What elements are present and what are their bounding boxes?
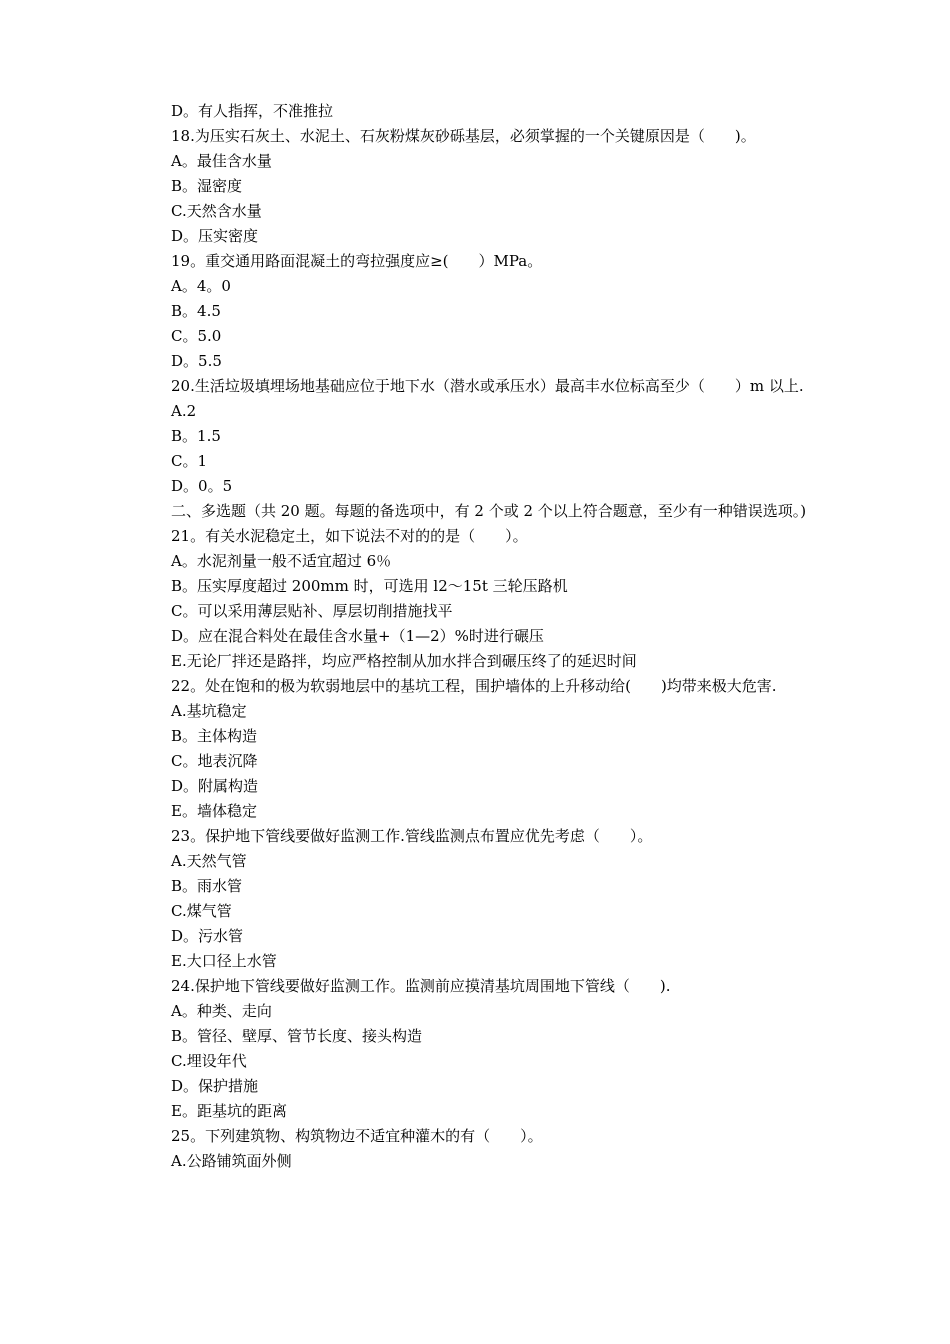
option-line: A.基坑稳定	[171, 702, 247, 720]
section-heading-multiple-choice: 二、多选题（共 20 题。每题的备选项中，有 2 个或 2 个以上符合题意，至少有一种错误选项。)	[171, 502, 807, 520]
option-line: B。压实厚度超过 200mm 时，可选用 l2～15t 三轮压路机	[171, 577, 568, 595]
option-line: A。种类、走向	[171, 1002, 272, 1020]
option-line: D。压实密度	[171, 227, 259, 245]
option-line: D。0。5	[171, 477, 233, 495]
option-line: C。地表沉降	[171, 752, 258, 770]
option-line: C。5.0	[171, 327, 222, 345]
option-line: B。主体构造	[171, 727, 258, 745]
question-19: 19。重交通用路面混凝土的弯拉强度应≥( ）MPa。	[171, 252, 543, 270]
document-body	[138, 99, 818, 1174]
option-line: E。墙体稳定	[171, 802, 257, 820]
option-line: A.公路铺筑面外侧	[171, 1152, 292, 1170]
question-23: 23。保护地下管线要做好监测工作.管线监测点布置应优先考虑（ ）。	[171, 827, 653, 845]
option-line: B。4.5	[171, 302, 221, 320]
option-line: B。1.5	[171, 427, 221, 445]
option-line: A。最佳含水量	[171, 152, 272, 170]
question-18: 18.为压实石灰土、水泥土、石灰粉煤灰砂砾基层，必须掌握的一个关键原因是（ )。	[171, 127, 756, 145]
option-line: A.天然气管	[171, 852, 247, 870]
option-line: D。保护措施	[171, 1077, 259, 1095]
option-line: A。4。0	[171, 277, 231, 295]
option-line: D。污水管	[171, 927, 244, 945]
question-22: 22。处在饱和的极为软弱地层中的基坑工程，围护墙体的上升移动给( )均带来极大危害.	[171, 677, 777, 695]
option-line: D。附属构造	[171, 777, 259, 795]
option-line: B。雨水管	[171, 877, 243, 895]
question-25: 25。下列建筑物、构筑物边不适宜种灌木的有（ ）。	[171, 1127, 543, 1145]
option-line: B。管径、壁厚、管节长度、接头构造	[171, 1027, 423, 1045]
option-line: D。有人指挥，不准推拉	[171, 102, 334, 120]
option-line: C.天然含水量	[171, 202, 262, 220]
option-line: C.埋设年代	[171, 1052, 247, 1070]
option-line: C。1	[171, 452, 208, 470]
option-line: C。可以采用薄层贴补、厚层切削措施找平	[171, 602, 453, 620]
question-20: 20.生活垃圾填埋场地基础应位于地下水（潜水或承压水）最高丰水位标高至少（ ）m 以上.	[171, 377, 804, 395]
option-line: E.无论厂拌还是路拌，均应严格控制从加水拌合到碾压终了的延迟时间	[171, 652, 637, 670]
option-line: D。应在混合料处在最佳含水量+（1—2）%时进行碾压	[171, 627, 544, 645]
option-line: A。水泥剂量一般不适宜超过 6％	[171, 552, 392, 570]
option-line: D。5.5	[171, 352, 222, 370]
question-21: 21。有关水泥稳定土，如下说法不对的的是（ ）。	[171, 527, 528, 545]
option-line: B。湿密度	[171, 177, 243, 195]
option-line: A.2	[171, 402, 197, 420]
option-line: C.煤气管	[171, 902, 232, 920]
option-line: E。距基坑的距离	[171, 1102, 287, 1120]
question-24: 24.保护地下管线要做好监测工作。监测前应摸清基坑周围地下管线（ ).	[171, 977, 671, 995]
option-line: E.大口径上水管	[171, 952, 277, 970]
